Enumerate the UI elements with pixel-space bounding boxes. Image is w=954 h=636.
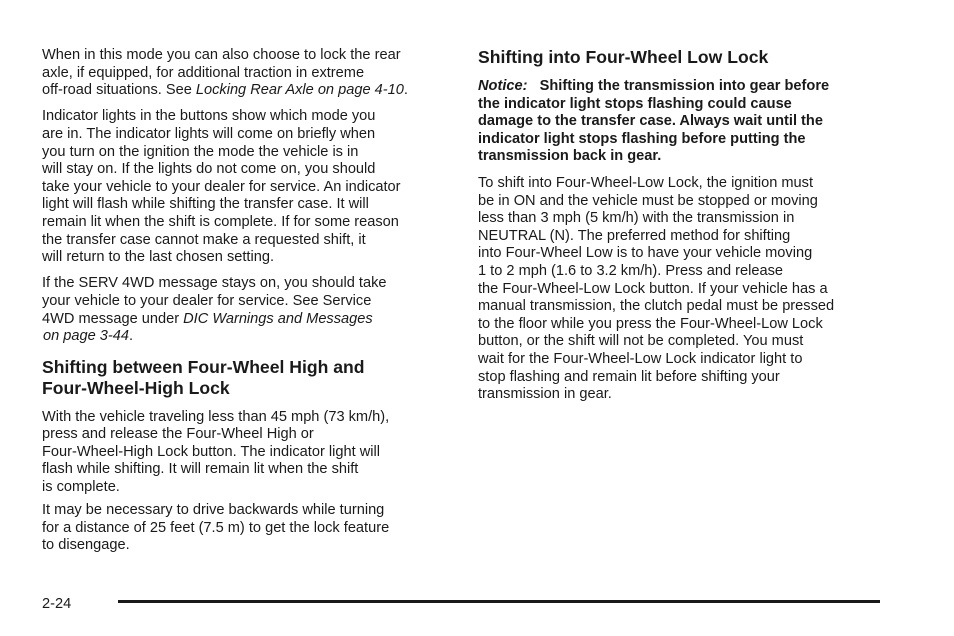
text-line: less than 3 mph (5 km/h) with the transmission in — [478, 210, 795, 227]
text-line: wait for the Four-Wheel-Low Lock indicator light to — [478, 350, 803, 367]
text-line — [478, 78, 888, 96]
heading-line: Shifting between Four-Wheel High and — [42, 356, 365, 377]
text-line: are in. The indicator lights will come on briefly when — [42, 125, 376, 142]
text-line: will return to the last chosen setting. — [42, 249, 274, 266]
text-line: If the SERV 4WD message stays on, you should take — [42, 275, 387, 292]
text-line: is complete. — [42, 479, 120, 496]
text-line: It may be necessary to drive backwards while turning — [42, 502, 385, 519]
text-line: Indicator lights in the buttons show which mode you — [42, 108, 376, 125]
text-line: the Four-Wheel-Low Lock button. If your vehicle has a — [478, 280, 828, 297]
text-line: flash while shifting. It will remain lit when the shift — [42, 461, 359, 478]
text-line: to the floor while you press the Four-Wheel-Low Lock — [478, 315, 823, 332]
text-line: Four-Wheel-High Lock button. The indicator light will — [42, 443, 380, 460]
text-line: for a distance of 25 feet (7.5 m) to get the lock feature — [42, 519, 390, 536]
text-segment: Shifting the transmission into gear before — [539, 78, 830, 94]
text-line: 1 to 2 mph (1.6 to 3.2 km/h). Press and release — [478, 262, 784, 279]
cross-reference-link[interactable]: DIC Warnings and Messages — [183, 310, 373, 327]
text-line: transmission back in gear. — [478, 148, 662, 165]
text-line: axle, if equipped, for additional traction in extreme — [42, 64, 365, 81]
text-line — [42, 311, 452, 329]
text-line: damage to the transfer case. Always wait until the — [478, 113, 823, 130]
footer-divider — [118, 600, 880, 603]
text-line: To shift into Four-Wheel-Low Lock, the ignition must — [478, 174, 813, 191]
cross-reference-link[interactable]: Locking Rear Axle on page 4-10 — [195, 82, 404, 99]
notice-block — [478, 78, 888, 166]
page-number: 2-24 — [42, 596, 72, 612]
text-line: manual transmission, the clutch pedal must be pressed — [478, 298, 835, 315]
text-line: remain lit when the shift is complete. If for some reason — [42, 213, 399, 230]
text-line: transmission in gear. — [478, 386, 612, 403]
text-line: be in ON and the vehicle must be stopped or moving — [478, 192, 818, 209]
paragraph-rear-axle-lock — [42, 47, 452, 100]
section-heading-low-lock — [478, 47, 888, 68]
text-line — [42, 328, 452, 346]
text-line: stop flashing and remain lit before shifting your — [478, 368, 780, 385]
text-segment: . — [403, 82, 408, 99]
text-line: take your vehicle to your dealer for service. An indicator — [42, 178, 401, 195]
heading-line: Four-Wheel-High Lock — [42, 377, 230, 398]
text-segment: off-road situations. See — [42, 82, 196, 99]
paragraph-low-lock-procedure — [478, 175, 888, 404]
text-line: your vehicle to your dealer for service. See Service — [42, 292, 372, 309]
text-line — [42, 82, 452, 100]
left-column — [42, 47, 452, 564]
text-line: With the vehicle traveling less than 45 mph (73 km/h), — [42, 408, 390, 425]
paragraph-indicator-lights — [42, 108, 452, 266]
text-segment: 4WD message under — [42, 310, 184, 327]
paragraph-serv-4wd — [42, 275, 452, 345]
text-line: button, or the shift will not be completed. You must — [478, 333, 804, 350]
text-segment: . — [129, 328, 134, 345]
text-line: you turn on the ignition the mode the vehicle is in — [42, 143, 359, 160]
text-line: into Four-Wheel Low is to have your vehicle moving — [478, 245, 813, 262]
paragraph-high-lock-procedure — [42, 409, 452, 497]
text-line: the indicator light stops flashing could cause — [478, 95, 792, 112]
text-line: When in this mode you can also choose to lock the rear — [42, 47, 401, 63]
cross-reference-link[interactable]: on page 3-44 — [43, 328, 130, 345]
heading-line: Shifting into Four-Wheel Low Lock — [478, 47, 769, 67]
text-line: press and release the Four-Wheel High or — [42, 426, 314, 443]
text-line: the transfer case cannot make a requested shift, it — [42, 231, 366, 248]
text-line: will stay on. If the lights do not come on, you should — [42, 161, 376, 178]
text-line: indicator light stops flashing before putting the — [478, 130, 806, 147]
text-line: light will flash while shifting the transfer case. It will — [42, 196, 369, 213]
notice-label: Notice: — [478, 78, 528, 94]
text-line: NEUTRAL (N). The preferred method for shifting — [478, 227, 791, 244]
paragraph-disengage — [42, 502, 452, 555]
right-column — [478, 47, 888, 412]
text-line: to disengage. — [42, 537, 130, 554]
section-heading-high-lock — [42, 357, 452, 399]
